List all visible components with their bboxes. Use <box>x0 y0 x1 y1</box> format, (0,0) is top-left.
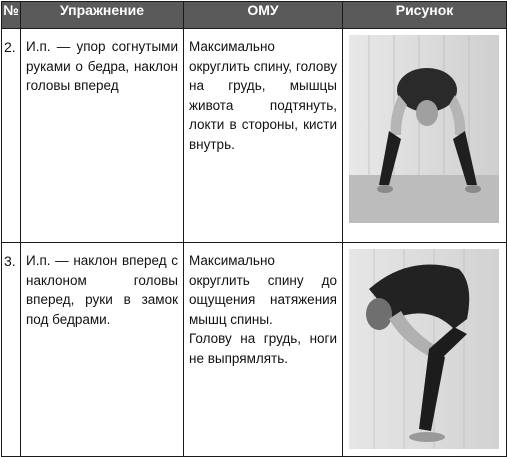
header-picture: Рисунок <box>343 2 507 29</box>
table-row <box>2 29 507 243</box>
omu-paragraph: Максимально округлить спину до ощущения натяжения мышц спины. <box>189 253 337 327</box>
exercise-photo <box>349 35 499 223</box>
exercise-photo-cell <box>343 29 507 243</box>
omu-description <box>184 29 343 243</box>
exercise-photo-cell <box>343 243 507 457</box>
exercise-photo <box>349 249 499 449</box>
omu-description <box>184 243 343 457</box>
header-number: № <box>2 2 21 29</box>
header-exercise: Упражнение <box>21 2 184 29</box>
exercise-table <box>1 1 507 457</box>
row-number: 3. <box>2 243 21 457</box>
row-number: 2. <box>2 29 21 243</box>
omu-paragraph: Максимально округлить спину, голову на грудь, мышцы живота подтянуть, локти в стороны, кисти внутрь. <box>189 39 337 152</box>
header-omu: ОМУ <box>184 2 343 29</box>
table-header-row <box>2 2 507 29</box>
exercise-description: И.п. — упор согнутыми руками о бедра, наклон головы вперед <box>21 29 184 243</box>
exercise-description: И.п. — наклон вперед с наклоном головы вперед, руки в замок под бедрами. <box>21 243 184 457</box>
table-row <box>2 243 507 457</box>
omu-paragraph: Голову на грудь, ноги не выпрямлять. <box>189 331 337 366</box>
